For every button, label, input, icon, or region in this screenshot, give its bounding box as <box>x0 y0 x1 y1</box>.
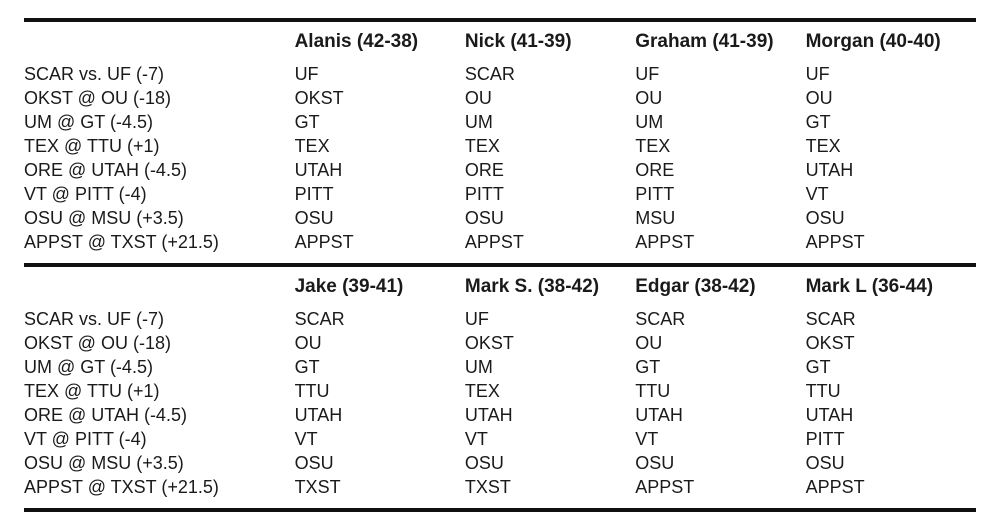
pick-graham: UF <box>635 64 660 84</box>
table-row <box>24 134 976 158</box>
pick-graham: PITT <box>635 184 675 204</box>
table-row <box>24 182 976 206</box>
table-row <box>24 379 976 403</box>
pick-nick: SCAR <box>464 64 515 84</box>
pick-morgan: TEX <box>805 136 841 156</box>
pick-mark-l: APPST <box>805 477 865 497</box>
pick-mark-s: UF <box>464 309 489 329</box>
pick-jake: SCAR <box>294 309 345 329</box>
table-one-header <box>24 22 976 60</box>
pick-mark-s: OSU <box>464 453 504 473</box>
pick-edgar: APPST <box>635 477 695 497</box>
pick-mark-s: TXST <box>464 477 511 497</box>
pick-alanis: TEX <box>294 136 330 156</box>
pick-nick: PITT <box>464 184 504 204</box>
column-header-graham: Graham (41-39) <box>635 31 774 52</box>
pick-nick: OU <box>464 88 492 108</box>
pick-graham: UM <box>635 112 664 132</box>
pick-alanis: UTAH <box>294 160 343 180</box>
pick-edgar: OSU <box>635 453 675 473</box>
pick-mark-s: OKST <box>464 333 514 353</box>
table-two-body <box>24 305 976 504</box>
column-header-alanis: Alanis (42-38) <box>294 31 419 52</box>
pick-nick: OSU <box>464 208 504 228</box>
game-label: ORE @ UTAH (-4.5) <box>24 160 187 180</box>
table-row <box>24 427 976 451</box>
pick-graham: OU <box>635 88 663 108</box>
pick-jake: OU <box>294 333 322 353</box>
table-row <box>24 355 976 379</box>
header-row <box>24 267 976 305</box>
pick-alanis: OSU <box>294 208 334 228</box>
table-row <box>24 86 976 110</box>
pick-graham: TEX <box>635 136 671 156</box>
pick-graham: MSU <box>635 208 676 228</box>
pick-mark-s: VT <box>464 429 488 449</box>
header-row <box>24 22 976 60</box>
column-header-edgar: Edgar (38-42) <box>635 276 756 297</box>
table-one-body <box>24 60 976 259</box>
divider-bottom <box>24 508 976 512</box>
pick-alanis: OKST <box>294 88 344 108</box>
game-label: OKST @ OU (-18) <box>24 333 171 353</box>
pick-jake: UTAH <box>294 405 343 425</box>
table-row <box>24 331 976 355</box>
pick-jake: OSU <box>294 453 334 473</box>
pick-mark-l: GT <box>805 357 831 377</box>
table-row <box>24 475 976 504</box>
pick-mark-l: UTAH <box>805 405 854 425</box>
table-row <box>24 110 976 134</box>
pick-nick: UM <box>464 112 493 132</box>
pick-nick: ORE <box>464 160 504 180</box>
column-header-mark-s: Mark S. (38-42) <box>464 276 600 297</box>
pick-edgar: OU <box>635 333 663 353</box>
pick-jake: GT <box>294 357 320 377</box>
table-row <box>24 206 976 230</box>
pick-mark-l: OSU <box>805 453 845 473</box>
table-row <box>24 230 976 259</box>
column-header-nick: Nick (41-39) <box>464 31 572 52</box>
table-row <box>24 158 976 182</box>
pick-edgar: UTAH <box>635 405 683 425</box>
pick-nick: TEX <box>464 136 500 156</box>
pick-mark-l: TTU <box>805 381 841 401</box>
game-label: UM @ GT (-4.5) <box>24 112 153 132</box>
game-label: APPST @ TXST (+21.5) <box>24 232 219 252</box>
game-label: UM @ GT (-4.5) <box>24 357 153 377</box>
pick-morgan: OSU <box>805 208 845 228</box>
picks-table-one <box>24 22 976 259</box>
pick-jake: TTU <box>294 381 330 401</box>
game-label: VT @ PITT (-4) <box>24 184 147 204</box>
table-row <box>24 403 976 427</box>
game-label: VT @ PITT (-4) <box>24 429 147 449</box>
pick-morgan: UTAH <box>805 160 854 180</box>
pick-graham: ORE <box>635 160 675 180</box>
pick-mark-s: UM <box>464 357 493 377</box>
table-row <box>24 451 976 475</box>
picks-table-two <box>24 267 976 504</box>
game-label: SCAR vs. UF (-7) <box>24 309 165 329</box>
game-label: OSU @ MSU (+3.5) <box>24 453 184 473</box>
column-header-games <box>24 267 295 305</box>
column-header-jake: Jake (39-41) <box>294 276 404 297</box>
game-label: TEX @ TTU (+1) <box>24 381 160 401</box>
pick-graham: APPST <box>635 232 695 252</box>
game-label: SCAR vs. UF (-7) <box>24 64 165 84</box>
table-two-header <box>24 267 976 305</box>
column-header-morgan: Morgan (40-40) <box>805 31 941 52</box>
pick-edgar: SCAR <box>635 309 686 329</box>
pick-mark-s: TEX <box>464 381 500 401</box>
pick-morgan: UF <box>805 64 830 84</box>
pick-alanis: PITT <box>294 184 334 204</box>
pick-edgar: VT <box>635 429 659 449</box>
pick-mark-l: PITT <box>805 429 845 449</box>
pick-morgan: APPST <box>805 232 865 252</box>
pick-nick: APPST <box>464 232 524 252</box>
table-row <box>24 60 976 86</box>
column-header-mark-l: Mark L (36-44) <box>805 276 934 297</box>
game-label: TEX @ TTU (+1) <box>24 136 160 156</box>
pick-jake: TXST <box>294 477 341 497</box>
pick-mark-s: UTAH <box>464 405 513 425</box>
picks-sheet <box>0 18 1000 509</box>
pick-alanis: APPST <box>294 232 354 252</box>
pick-jake: VT <box>294 429 318 449</box>
game-label: OSU @ MSU (+3.5) <box>24 208 184 228</box>
pick-morgan: GT <box>805 112 831 132</box>
column-header-games <box>24 22 295 60</box>
pick-morgan: VT <box>805 184 829 204</box>
table-row <box>24 305 976 331</box>
pick-mark-l: SCAR <box>805 309 856 329</box>
game-label: APPST @ TXST (+21.5) <box>24 477 219 497</box>
pick-morgan: OU <box>805 88 833 108</box>
game-label: OKST @ OU (-18) <box>24 88 171 108</box>
pick-alanis: GT <box>294 112 320 132</box>
pick-alanis: UF <box>294 64 319 84</box>
pick-edgar: GT <box>635 357 661 377</box>
pick-mark-l: OKST <box>805 333 855 353</box>
pick-edgar: TTU <box>635 381 671 401</box>
game-label: ORE @ UTAH (-4.5) <box>24 405 187 425</box>
